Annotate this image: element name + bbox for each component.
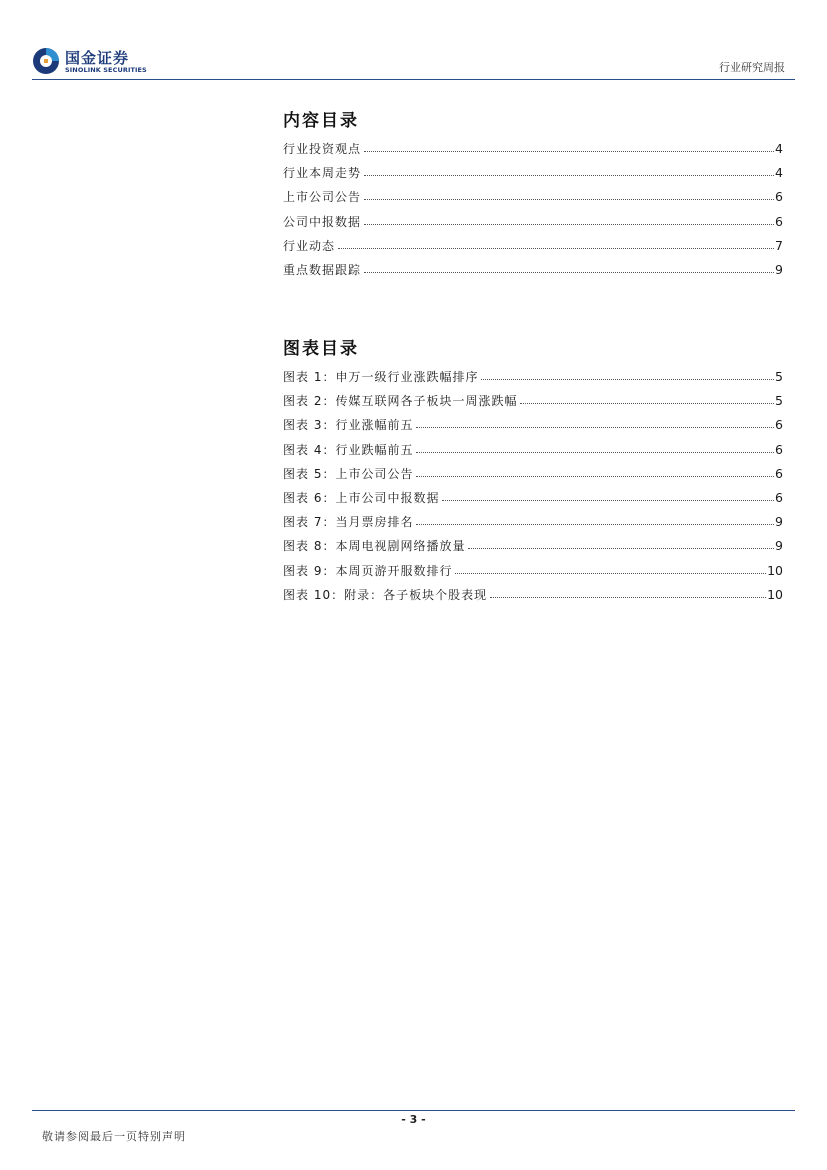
toc-leader-dots: [416, 466, 774, 477]
toc-entry[interactable]: [283, 140, 783, 164]
toc-leader-dots: [490, 587, 766, 598]
toc-entry-label: 重点数据跟踪: [283, 262, 362, 277]
logo-chinese-name: 国金证券: [65, 49, 130, 67]
toc-entry-page: 6: [775, 213, 783, 229]
toc-entry[interactable]: [283, 237, 783, 261]
figures-list: [283, 368, 783, 610]
toc-entry-page: 9: [775, 514, 783, 530]
toc-leader-dots: [416, 442, 774, 453]
toc-entry-label: 上市公司公告: [283, 190, 362, 205]
company-logo: [32, 47, 162, 77]
toc-entry-page: 4: [775, 141, 783, 156]
report-type-label: 行业研究周报: [719, 61, 785, 74]
toc-entry-label: 行业动态: [283, 238, 336, 253]
toc-entry-label: 公司中报数据: [283, 214, 362, 229]
toc-leader-dots: [416, 514, 774, 525]
toc-entry[interactable]: [283, 586, 783, 610]
toc-entry-page: 9: [775, 261, 783, 277]
toc-entry-label: 图表 2：传媒互联网各子板块一周涨跌幅: [283, 394, 518, 409]
toc-entry[interactable]: [283, 188, 783, 212]
toc-entry-label: 图表 6：上市公司中报数据: [283, 490, 440, 505]
toc-entry-page: 6: [775, 489, 783, 505]
toc-entry-label: 图表 7：当月票房排名: [283, 515, 414, 530]
toc-entry-page: 5: [775, 393, 783, 409]
toc-leader-dots: [364, 214, 774, 225]
toc-entry-label: 图表 10：附录：各子板块个股表现: [283, 587, 488, 602]
toc-entry-label: 图表 9：本周页游开服数排行: [283, 563, 453, 578]
toc-leader-dots: [455, 563, 766, 574]
toc-entry-page: 9: [775, 538, 783, 554]
toc-leader-dots: [520, 393, 774, 404]
toc-leader-dots: [338, 238, 774, 249]
toc-entry[interactable]: [283, 465, 783, 489]
toc-entry[interactable]: [283, 213, 783, 237]
toc-entry-label: 行业投资观点: [283, 142, 362, 156]
toc-entry-page: 10: [767, 562, 783, 578]
toc-leader-dots: [416, 417, 774, 428]
toc-entry-label: 图表 4：行业跌幅前五: [283, 442, 414, 457]
toc-entry[interactable]: [283, 562, 783, 586]
toc-entry-page: 6: [775, 441, 783, 457]
toc-entry[interactable]: [283, 489, 783, 513]
toc-entry-label: 图表 8：本周电视剧网络播放量: [283, 539, 466, 554]
page-number: - 3 -: [401, 1113, 426, 1126]
contents-title: 内容目录: [283, 111, 359, 131]
figures-title: 图表目录: [283, 339, 359, 359]
footer-divider: [32, 1110, 795, 1111]
logo-english-name: SINOLINK SECURITIES: [65, 66, 147, 74]
toc-leader-dots: [468, 538, 774, 549]
toc-entry[interactable]: [283, 416, 783, 440]
toc-entry-label: 图表 5：上市公司公告: [283, 466, 414, 481]
toc-entry-label: 行业本周走势: [283, 166, 362, 181]
footer-disclaimer: 敬请参阅最后一页特别声明: [42, 1130, 186, 1143]
contents-section: [283, 107, 783, 285]
toc-entry-page: 6: [775, 465, 783, 481]
toc-entry-page: 6: [775, 189, 783, 205]
logo-mark-icon: [32, 47, 60, 75]
toc-leader-dots: [364, 141, 774, 152]
toc-leader-dots: [442, 490, 774, 501]
toc-entry[interactable]: [283, 368, 783, 392]
toc-entry-label: 图表 1：申万一级行业涨跌幅排序: [283, 370, 479, 384]
toc-entry-page: 4: [775, 165, 783, 181]
toc-entry-page: 6: [775, 417, 783, 433]
figures-section: [283, 335, 783, 610]
toc-leader-dots: [481, 369, 774, 380]
toc-entry[interactable]: [283, 441, 783, 465]
toc-leader-dots: [364, 262, 774, 273]
toc-entry-page: 5: [775, 369, 783, 384]
toc-entry[interactable]: [283, 513, 783, 537]
page-header: [0, 0, 827, 82]
contents-list: [283, 140, 783, 285]
toc-entry[interactable]: [283, 261, 783, 285]
toc-entry-label: 图表 3：行业涨幅前五: [283, 418, 414, 433]
toc-leader-dots: [364, 189, 774, 200]
toc-entry[interactable]: [283, 392, 783, 416]
toc-entry[interactable]: [283, 537, 783, 561]
toc-entry-page: 7: [775, 237, 783, 253]
toc-entry[interactable]: [283, 164, 783, 188]
toc-leader-dots: [364, 165, 774, 176]
toc-entry-page: 10: [767, 586, 783, 602]
header-divider: [32, 79, 795, 80]
